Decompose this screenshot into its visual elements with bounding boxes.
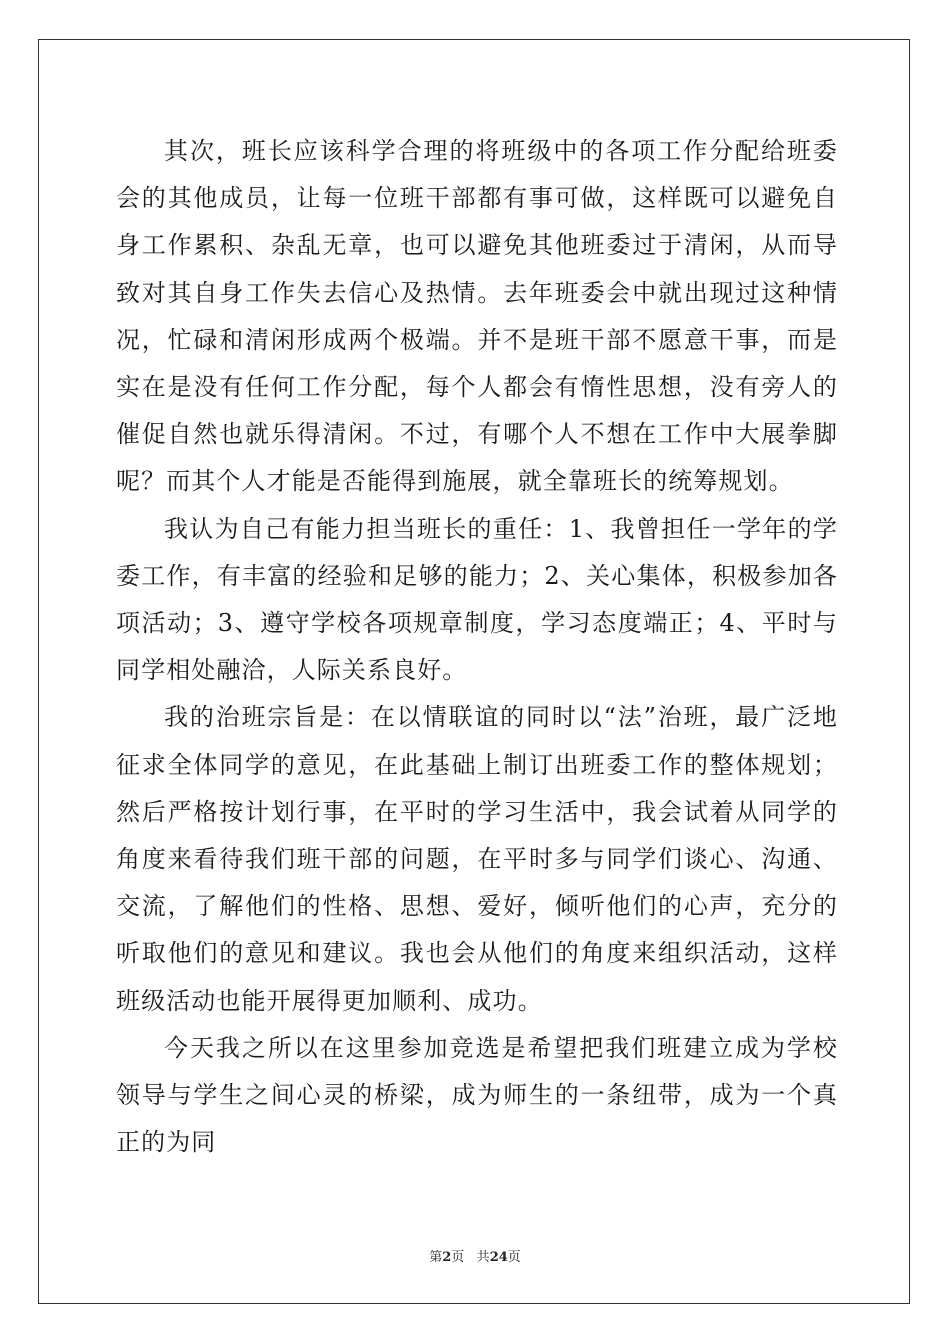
paragraph-2: 我认为自己有能力担当班长的重任：1、我曾担任一学年的学委工作，有丰富的经验和足够的能力；2、关心集体，积极参加各项活动；3、遵守学校各项规章制度，学习态度端正；4、平时与同学相处融洽，人际关系良好。 [116, 514, 838, 685]
total-suffix: 页 [507, 1250, 521, 1265]
page-footer [0, 1246, 950, 1265]
paragraph-1: 其次，班长应该科学合理的将班级中的各项工作分配给班委会的其他成员，让每一位班干部都有事可做，这样既可以避免自身工作累积、杂乱无章，也可以避免其他班委过于清闲，从而导致对其自身工作失去信心及热情。去年班委会中就出现过这种情况，忙碌和清闲形成两个极端。并不是班干部不愿意干事，而是实在是没有任何工作分配，每个人都会有惰性思想，没有旁人的催促自然也就乐得清闲。不过，有哪个人不想在工作中大展拳脚呢？而其个人才能是否能得到施展，就全靠班长的统筹规划。 [116, 137, 838, 496]
paragraph-4: 今天我之所以在这里参加竞选是希望把我们班建立成为学校领导与学生之间心灵的桥梁，成为师生的一条纽带，成为一个真正的为同 [116, 1033, 838, 1157]
document-body [116, 128, 838, 1166]
page-number: 2 [442, 1250, 452, 1265]
total-pages: 24 [489, 1250, 508, 1265]
page-suffix: 页 [451, 1250, 465, 1265]
total-prefix: 共 [476, 1250, 490, 1265]
paragraph-3: 我的治班宗旨是：在以情联谊的同时以“法”治班，最广泛地征求全体同学的意见，在此基础上制订出班委工作的整体规划；然后严格按计划行事，在平时的学习生活中，我会试着从同学的角度来看待我们班干部的问题，在平时多与同学们谈心、沟通、交流，了解他们的性格、思想、爱好，倾听他们的心声，充分的听取他们的意见和建议。我也会从他们的角度来组织活动，这样班级活动也能开展得更加顺利、成功。 [116, 703, 838, 1015]
page-prefix: 第 [429, 1250, 443, 1265]
